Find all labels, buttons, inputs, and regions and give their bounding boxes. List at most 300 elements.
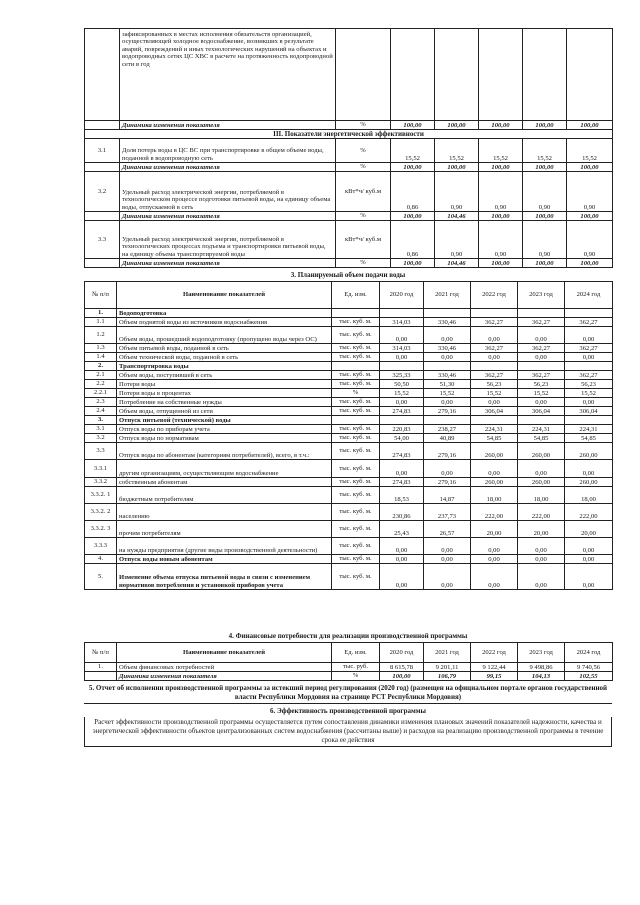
value-cell: 362,27 [565,318,613,327]
value-cell [380,416,424,425]
row-number: 5. [85,564,117,590]
value-cell: 100,00 [380,672,424,681]
column-header: Ед. изм. [332,643,380,663]
row-number: 3.3 [85,443,117,460]
value-cell: 279,16 [424,443,471,460]
value-cell: 306,04 [471,407,518,416]
indicator-name: Водоподготовка [117,309,332,318]
value-cell: 15,52 [523,139,567,163]
value-cell: 274,83 [380,478,424,487]
value-cell: 0,90 [567,172,613,212]
value-cell: 104,46 [435,259,479,268]
value-cell: 0,00 [471,353,518,362]
table-row [85,309,613,318]
value-cell: 330,46 [424,344,471,353]
column-header: Наименование показателей [117,643,332,663]
value-cell: 0,00 [518,564,565,590]
value-cell: 100,00 [523,212,567,221]
value-cell: 274,83 [380,407,424,416]
value-cell: 8 615,78 [380,663,424,672]
value-cell: 0,90 [567,221,613,259]
value-cell: 20,00 [518,521,565,538]
value-cell [518,362,565,371]
value-cell: 18,53 [380,487,424,504]
unit-cell: тыс. куб. м. [332,380,380,389]
value-cell [565,362,613,371]
value-cell: 325,33 [380,371,424,380]
row-number: 3.2 [85,434,117,443]
value-cell: 260,00 [518,443,565,460]
column-header: 2024 год [565,282,613,309]
row-number: 2.4 [85,407,117,416]
indicator-name: Объем поднятой воды из источников водоснабжения [117,318,332,327]
unit-cell: тыс. куб. м. [332,327,380,344]
value-cell: 104,13 [518,672,565,681]
value-cell: 100,00 [567,163,613,172]
value-cell: 15,52 [391,139,435,163]
indicator-name: другим организациям, осуществляющим водоснабжение [117,460,332,478]
value-cell: 100,00 [479,212,523,221]
value-cell: 0,00 [565,460,613,478]
table-row [85,389,613,398]
table-row [85,443,613,460]
value-cell: 238,27 [424,425,471,434]
unit-cell: тыс. куб. м. [332,538,380,555]
value-cell: 0,90 [435,221,479,259]
value-cell [380,309,424,318]
value-cell: 260,00 [471,443,518,460]
value-cell: 314,03 [380,344,424,353]
table-row [85,487,613,504]
value-cell: 230,86 [380,504,424,521]
value-cell: 9 498,86 [518,663,565,672]
unit-cell [332,416,380,425]
table-row [85,425,613,434]
value-cell: 0,90 [523,221,567,259]
value-cell: 362,27 [565,371,613,380]
table-row [85,407,613,416]
value-cell: 54,00 [380,434,424,443]
value-cell [424,416,471,425]
value-cell: 362,27 [471,344,518,353]
indicator-name: Отпуск воды по приборам учета [117,425,332,434]
indicator-name: бюджетным потребителям [117,487,332,504]
value-cell: 220,83 [380,425,424,434]
value-cell: 18,00 [565,487,613,504]
column-header: № п/п [85,643,117,663]
row-number: 3.3.2. 3 [85,521,117,538]
value-cell: 20,00 [471,521,518,538]
value-cell: 0,00 [565,327,613,344]
value-cell: 0,00 [518,460,565,478]
value-cell: 100,00 [391,163,435,172]
value-cell: 54,85 [518,434,565,443]
value-cell: 362,27 [518,344,565,353]
indicator-name: прочим потребителям [117,521,332,538]
value-cell: 15,52 [479,139,523,163]
value-cell: 100,00 [523,121,567,130]
value-cell: 0,00 [471,538,518,555]
value-cell [380,362,424,371]
indicator-name: Потери воды [117,380,332,389]
unit-cell: % [336,163,391,172]
value-cell: 0,86 [391,172,435,212]
value-cell: 15,52 [380,389,424,398]
value-cell: 314,03 [380,318,424,327]
value-cell: 15,52 [567,139,613,163]
column-header: 2021 год [424,643,471,663]
value-cell [565,309,613,318]
unit-cell: тыс. куб. м. [332,487,380,504]
indicator-name: Объем воды, отпущенной из сети [117,407,332,416]
unit-cell: % [336,259,391,268]
row-number: 3.1 [85,139,120,163]
value-cell: 100,00 [391,259,435,268]
value-cell: 224,31 [471,425,518,434]
value-cell: 0,00 [471,398,518,407]
value-cell [518,309,565,318]
value-cell: 0,00 [565,353,613,362]
value-cell: 0,90 [479,172,523,212]
indicator-name: Объем питьевой воды, поданной в сеть [117,344,332,353]
unit-cell: тыс. куб. м. [332,434,380,443]
empty-num-cell [85,29,120,121]
value-cell: 0,00 [565,564,613,590]
row-number: 3.3.1 [85,460,117,478]
value-cell: 9 122,44 [471,663,518,672]
unit-cell: % [336,212,391,221]
value-cell: 0,00 [471,555,518,564]
value-cell: 56,23 [518,380,565,389]
value-cell: 260,00 [471,478,518,487]
row-number: 1. [85,309,117,318]
unit-cell: тыс. куб. м. [332,443,380,460]
value-cell: 18,00 [471,487,518,504]
value-cell: 0,00 [424,460,471,478]
value-cell: 0,00 [380,538,424,555]
value-cell: 0,00 [380,327,424,344]
water-volume-table [84,281,613,590]
value-cell: 50,50 [380,380,424,389]
value-cell: 56,23 [471,380,518,389]
indicator-name: Потери воды в процентах [117,389,332,398]
value-cell: 0,00 [424,327,471,344]
section-title: 3. Планируемый объем подачи воды [290,271,406,279]
unit-cell: тыс. куб. м. [332,564,380,590]
row-number: 3.3 [85,221,120,259]
table-row [85,521,613,538]
unit-cell: тыс. руб. [332,663,380,672]
table-row [85,398,613,407]
indicator-name: Отпуск воды новым абонентам [117,555,332,564]
row-number: 1.2 [85,327,117,344]
financial-needs-table [84,642,613,681]
value-cell: 26,57 [424,521,471,538]
row-number: 2.2.1 [85,389,117,398]
value-cell: 260,00 [565,478,613,487]
section-title: 5. Отчет об исполнении производственной программы за истекший период регулирования (2020 год) (размещен на официальном портале органов государственной власти Республики Мордовия на странице РСТ Республики Мордовия) [84,684,612,704]
column-header: 2020 год [380,282,424,309]
table-row [85,434,613,443]
value-cell: 100,00 [479,259,523,268]
value-cell [471,309,518,318]
indicator-name: Доля потерь воды в ЦС ВС при транспортировке в общем объеме воды, поданной в водопроводную сеть [120,139,336,163]
value-cell: 25,43 [380,521,424,538]
value-cell: 0,00 [471,564,518,590]
unit-cell: тыс. куб. м. [332,504,380,521]
value-cell: 15,52 [424,389,471,398]
value-cell: 0,00 [380,564,424,590]
column-header: 2020 год [380,643,424,663]
value-cell: 0,00 [518,555,565,564]
indicator-name: Потребление на собственные нужды [117,398,332,407]
value-cell: 0,86 [391,221,435,259]
section-title: 4. Финансовые потребности для реализации производственной программы [228,632,468,640]
value-cell [424,309,471,318]
value-cell: 0,00 [565,398,613,407]
unit-cell: % [336,139,391,163]
value-cell: 0,00 [565,555,613,564]
column-header: 2021 год [424,282,471,309]
value-cell [518,416,565,425]
value-cell: 0,90 [523,172,567,212]
indicator-name: зафиксированных в местах исполнения обязательств организацией, осуществляющей холодное водоснабжение, возникших в результате аварий, повреждений и иных технологических нарушений на объектах и водопроводных сетях ЦС ХВС в расчете на протяженность водопроводной сети в год [120,29,336,121]
value-cell: 100,00 [567,212,613,221]
value-cell: 100,00 [391,121,435,130]
value-cell [565,416,613,425]
value-cell: 0,00 [380,398,424,407]
energy-efficiency-table [84,28,613,268]
column-header: Наименование показателей [117,282,332,309]
indicator-name: Объем технической воды, поданной в сеть [117,353,332,362]
value-cell: 102,55 [565,672,613,681]
row-number: 3.1 [85,425,117,434]
value-cell: 15,52 [471,389,518,398]
value-cell: 0,00 [424,353,471,362]
table-row [85,353,613,362]
unit-cell: тыс. куб. м. [332,478,380,487]
value-cell: 54,85 [565,434,613,443]
value-cell: 0,00 [518,327,565,344]
value-cell: 260,00 [565,443,613,460]
value-cell: 100,00 [567,121,613,130]
value-cell: 260,00 [518,478,565,487]
value-cell: 0,00 [380,555,424,564]
unit-cell: тыс. куб. м. [332,398,380,407]
value-cell: 224,31 [565,425,613,434]
indicator-name: Отпуск питьевой (технической) воды [117,416,332,425]
indicator-name: Отпуск воды по нормативам [117,434,332,443]
value-cell: 40,89 [424,434,471,443]
value-cell: 362,27 [518,371,565,380]
value-cell [424,362,471,371]
indicator-name: Объем финансовых потребностей [117,663,332,672]
value-cell: 0,00 [518,398,565,407]
indicator-name: Объем воды, прошедший водоподготовку (пропущено воды через ОС) [117,327,332,344]
indicator-name: на нужды предприятия (другие виды производственной деятельности) [117,538,332,555]
section-text: Расчет эффективности производственной программы осуществляется путем сопоставления динамики изменения плановых значений показателей надежности, качества и энергетической эффективности объектов централизованных систем водоснабжения (рассчитаны выше) и расходов на реализацию производственной программы в течение срока ее действия [84,717,612,747]
dynamics-label: Динамика изменения показателя [120,121,336,130]
unit-cell: тыс. куб. м. [332,521,380,538]
value-cell: 362,27 [471,318,518,327]
table-row [85,564,613,590]
value-cell: 274,83 [380,443,424,460]
value-cell: 106,79 [424,672,471,681]
unit-cell: тыс. куб. м. [332,344,380,353]
column-header: 2024 год [565,643,613,663]
value-cell: 362,27 [471,371,518,380]
table-row [85,371,613,380]
value-cell: 54,85 [471,434,518,443]
row-number: 2. [85,362,117,371]
value-cell [471,362,518,371]
value-cell: 0,00 [518,538,565,555]
row-number: 3.3.2 [85,478,117,487]
indicator-name: Отпуск воды по абонентам (категориям потребителей), всего, в т.ч.: [117,443,332,460]
value-cell: 0,90 [479,221,523,259]
value-cell: 100,00 [479,163,523,172]
table-row [85,555,613,564]
value-cell: 222,00 [565,504,613,521]
unit-cell: тыс. куб. м. [332,371,380,380]
unit-cell: % [336,121,391,130]
row-number: 3.3.2. 1 [85,487,117,504]
row-number: 3.2 [85,172,120,212]
unit-cell: тыс. куб. м. [332,353,380,362]
section-title: III. Показатели энергетической эффективности [85,130,613,139]
column-header: 2022 год [471,643,518,663]
value-cell: 222,00 [471,504,518,521]
value-cell: 0,00 [471,327,518,344]
value-cell: 0,00 [424,555,471,564]
unit-cell: тыс. куб. м. [332,425,380,434]
value-cell: 100,00 [523,163,567,172]
value-cell: 279,16 [424,407,471,416]
value-cell: 0,00 [424,564,471,590]
value-cell: 224,31 [518,425,565,434]
row-number: 4. [85,555,117,564]
table-row [85,344,613,353]
value-cell: 15,52 [565,389,613,398]
table-row [85,504,613,521]
value-cell: 0,00 [424,538,471,555]
value-cell: 15,52 [518,389,565,398]
value-cell: 100,00 [391,212,435,221]
indicator-name: Объем воды, поступившей в сеть [117,371,332,380]
row-number: 3.3.2. 2 [85,504,117,521]
column-header: Ед. изм. [332,282,380,309]
value-cell: 362,27 [565,344,613,353]
value-cell: 9 201,11 [424,663,471,672]
table-row [85,318,613,327]
table-row [85,478,613,487]
value-cell: 0,00 [380,353,424,362]
unit-cell: тыс. куб. м. [332,407,380,416]
unit-cell: кВт*ч/ куб.м [336,172,391,212]
value-cell: 18,00 [518,487,565,504]
table-row [85,362,613,371]
table-row [85,538,613,555]
dynamics-label: Динамика изменения показателя [120,259,336,268]
row-number: 1.1 [85,318,117,327]
indicator-name: населению [117,504,332,521]
value-cell: 279,16 [424,478,471,487]
value-cell: 9 740,56 [565,663,613,672]
value-cell: 306,04 [518,407,565,416]
column-header: 2022 год [471,282,518,309]
column-header: № п/п [85,282,117,309]
value-cell: 100,00 [523,259,567,268]
row-number: 1.3 [85,344,117,353]
dynamics-label: Динамика изменения показателя [117,672,332,681]
value-cell: 0,00 [471,460,518,478]
value-cell: 222,00 [518,504,565,521]
value-cell: 99,15 [471,672,518,681]
unit-cell: тыс. куб. м. [332,460,380,478]
indicator-name: Изменение объема отпуска питьевой воды в связи с изменением нормативов потребления и установкой приборов учета [117,564,332,590]
column-header: 2023 год [518,282,565,309]
value-cell: 0,00 [380,460,424,478]
table-row [85,380,613,389]
dynamics-label: Динамика изменения показателя [120,212,336,221]
unit-cell: кВт*ч/ куб.м [336,221,391,259]
row-number: 3.3.3 [85,538,117,555]
section-title: 6. Эффективность производственной программы [270,707,426,715]
unit-cell [332,362,380,371]
value-cell: 51,30 [424,380,471,389]
column-header: 2023 год [518,643,565,663]
value-cell: 0,00 [424,398,471,407]
value-cell: 0,90 [435,172,479,212]
value-cell: 14,87 [424,487,471,504]
dynamics-label: Динамика изменения показателя [120,163,336,172]
value-cell: 56,23 [565,380,613,389]
indicator-name: Удельный расход электрической энергии, потребляемой в технологических процессах подъема и транспортировки питьевой воды, на единицу объема транспортируемой воды [120,221,336,259]
row-number: 1.4 [85,353,117,362]
table-row [85,327,613,344]
value-cell: 237,73 [424,504,471,521]
value-cell: 20,00 [565,521,613,538]
value-cell: 104,46 [435,212,479,221]
indicator-name: Транспортировка воды [117,362,332,371]
value-cell: 362,27 [518,318,565,327]
value-cell: 100,00 [435,163,479,172]
unit-cell: % [332,389,380,398]
row-number: 2.1 [85,371,117,380]
unit-cell: тыс. куб. м. [332,555,380,564]
unit-cell: % [332,672,380,681]
unit-cell: тыс. куб. м. [332,318,380,327]
table-row [85,460,613,478]
indicator-name: собственным абонентам [117,478,332,487]
unit-cell [332,309,380,318]
table-row [85,416,613,425]
value-cell: 0,00 [565,538,613,555]
value-cell: 15,52 [435,139,479,163]
value-cell: 330,46 [424,318,471,327]
value-cell: 100,00 [479,121,523,130]
row-number: 1. [85,663,117,672]
value-cell: 306,04 [565,407,613,416]
value-cell: 100,00 [435,121,479,130]
value-cell: 330,46 [424,371,471,380]
row-number: 2.3 [85,398,117,407]
row-number: 2.2 [85,380,117,389]
indicator-name: Удельный расход электрической энергии, потребляемой в технологическом процессе подготовки питьевой воды, на единицу объема воды, отпускаемой в сеть [120,172,336,212]
row-number: 3. [85,416,117,425]
value-cell: 0,00 [518,353,565,362]
value-cell [471,416,518,425]
